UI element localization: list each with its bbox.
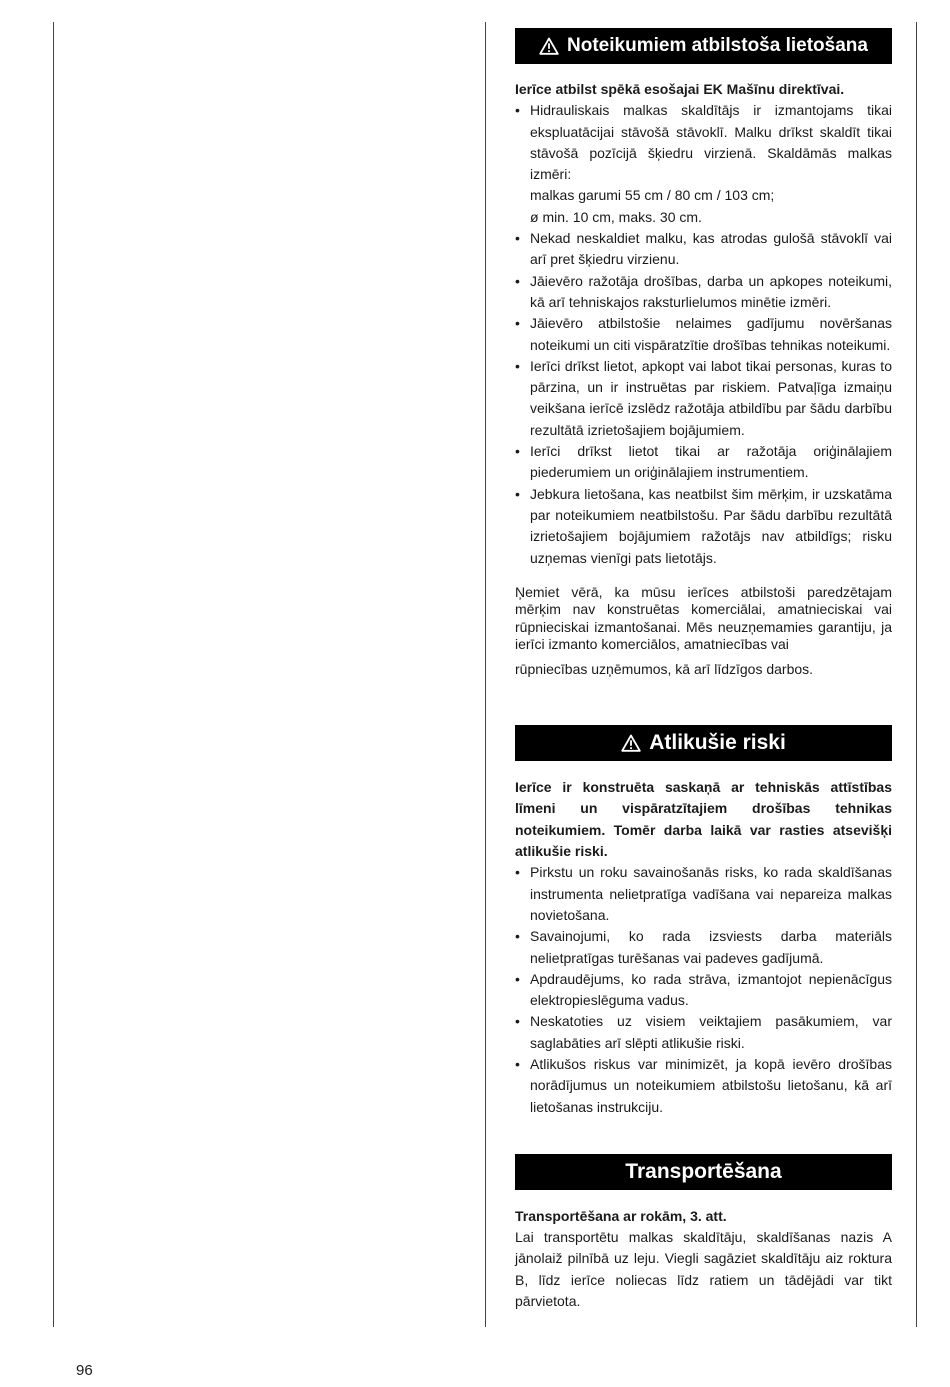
note-paragraph: Ņemiet vērā, ka mūsu ierīces atbilstoši paredzētajam mērķim nav konstruētas komerciālai, amatnieciskai vai rūpnieciskai izmantošanai. Mēs neuzņemamies garantiju, ja ierīci izmanto komerciālos, amatniecības vai xyxy=(515,583,892,653)
list-item: • Ierīci drīkst lietot tikai ar ražotāja oriģinālajiem piederumiem un oriģinālajiem instrumentiem. xyxy=(515,441,892,484)
bullet-list xyxy=(515,100,892,569)
list-item: • Savainojumi, ko rada izsviests darba materiāls nelietpratīgas turēšanas vai padeves gadījumā. xyxy=(515,926,892,969)
list-item: • Neskatoties uz visiem veiktajiem pasākumiem, var saglabāties arī slēpti atlikušie riski. xyxy=(515,1011,892,1054)
warning-triangle-icon xyxy=(539,37,559,55)
section-heading-residual-risks xyxy=(515,725,892,761)
list-item: • Apdraudējums, ko rada strāva, izmantojot nepienācīgus elektropieslēguma vadus. xyxy=(515,969,892,1012)
section-heading-intended-use xyxy=(515,28,892,64)
list-item: • Pirkstu un roku savainošanās risks, ko rada skaldīšanas instrumenta nelietpratīga vadīšana vai nepareiza malkas novietošana. xyxy=(515,862,892,926)
bullet-list xyxy=(515,862,892,1118)
section-heading-transport xyxy=(515,1154,892,1190)
list-item: • Ierīci drīkst lietot, apkopt vai labot tikai personas, kuras to pārzina, un ir instruētas par riskiem. Patvaļīga izmaiņu veikšana ierīcē izslēdz ražotāja atbildību par šādu darbību rezultātā izrietošajiem bojājumiem. xyxy=(515,356,892,441)
right-margin-line xyxy=(916,22,917,1327)
page-number: 96 xyxy=(76,1362,93,1379)
section-title: Noteikumiem atbilstoša lietošana xyxy=(567,35,868,57)
right-column xyxy=(515,28,892,1312)
note-paragraph-end: rūpniecības uzņēmumos, kā arī līdzīgos darbos. xyxy=(515,660,814,677)
section-lead: Ierīce ir konstruēta saskaņā ar tehniskās attīstības līmeni un vispāratzītajiem drošības tehnikas noteikumiem. Tomēr darba laikā var rasties atsevišķi atlikušie riski. xyxy=(515,779,892,860)
warning-triangle-icon xyxy=(621,734,641,752)
list-item: • Jāievēro atbilstošie nelaimes gadījumu novēršanas noteikumi un citi vispāratzītie drošības tehnikas noteikumi. xyxy=(515,313,892,356)
list-item: • Nekad neskaldiet malku, kas atrodas gulošā stāvoklī vai arī pret šķiedru virzienu. xyxy=(515,228,892,271)
middle-divider-line xyxy=(485,22,486,1327)
list-item: • Jebkura lietošana, kas neatbilst šim mērķim, ir uzskatāma par noteikumiem neatbilstošu. Par šādu darbību rezultātā izrietošajiem bojājumiem ražotājs nav atbildīgs; risku uzņemas vienīgi pats lietotājs. xyxy=(515,484,892,569)
section-lead: Transportēšana ar rokām, 3. att. xyxy=(515,1207,727,1224)
left-margin-line xyxy=(53,22,54,1327)
list-item: • Jāievēro ražotāja drošības, darba un apkopes noteikumi, kā arī tehniskajos raksturlielumos minētie izmēri. xyxy=(515,271,892,314)
section-title: Transportēšana xyxy=(625,1160,782,1184)
section-title: Atlikušie riski xyxy=(649,731,786,755)
transport-paragraph: Lai transportētu malkas skaldītāju, skaldīšanas nazis A jānolaiž pilnībā uz leju. Viegli sagāziet skaldītāju aiz roktura B, līdz ierīce noliecas līdz ratiem un tādējādi var tikt pārvietota. xyxy=(515,1229,892,1310)
section-lead: Ierīce atbilst spēkā esošajai EK Mašīnu direktīvai. xyxy=(515,81,845,97)
list-item: • Atlikušos riskus var minimizēt, ja kopā ievēro drošības norādījumus un noteikumiem atbilstošu lietošanu, kā arī lietošanas instrukciju. xyxy=(515,1054,892,1118)
list-item: • Hidrauliskais malkas skaldītājs ir izmantojams tikai ekspluatācijai stāvošā stāvoklī. Malku drīkst skaldīt tikai stāvošā pozīcijā šķiedru virzienā. Skaldāmās malkas izmēri: malkas garumi 55 cm / 80 cm / 103 cm; ø min. 10 cm, maks. 30 cm. xyxy=(515,100,892,228)
